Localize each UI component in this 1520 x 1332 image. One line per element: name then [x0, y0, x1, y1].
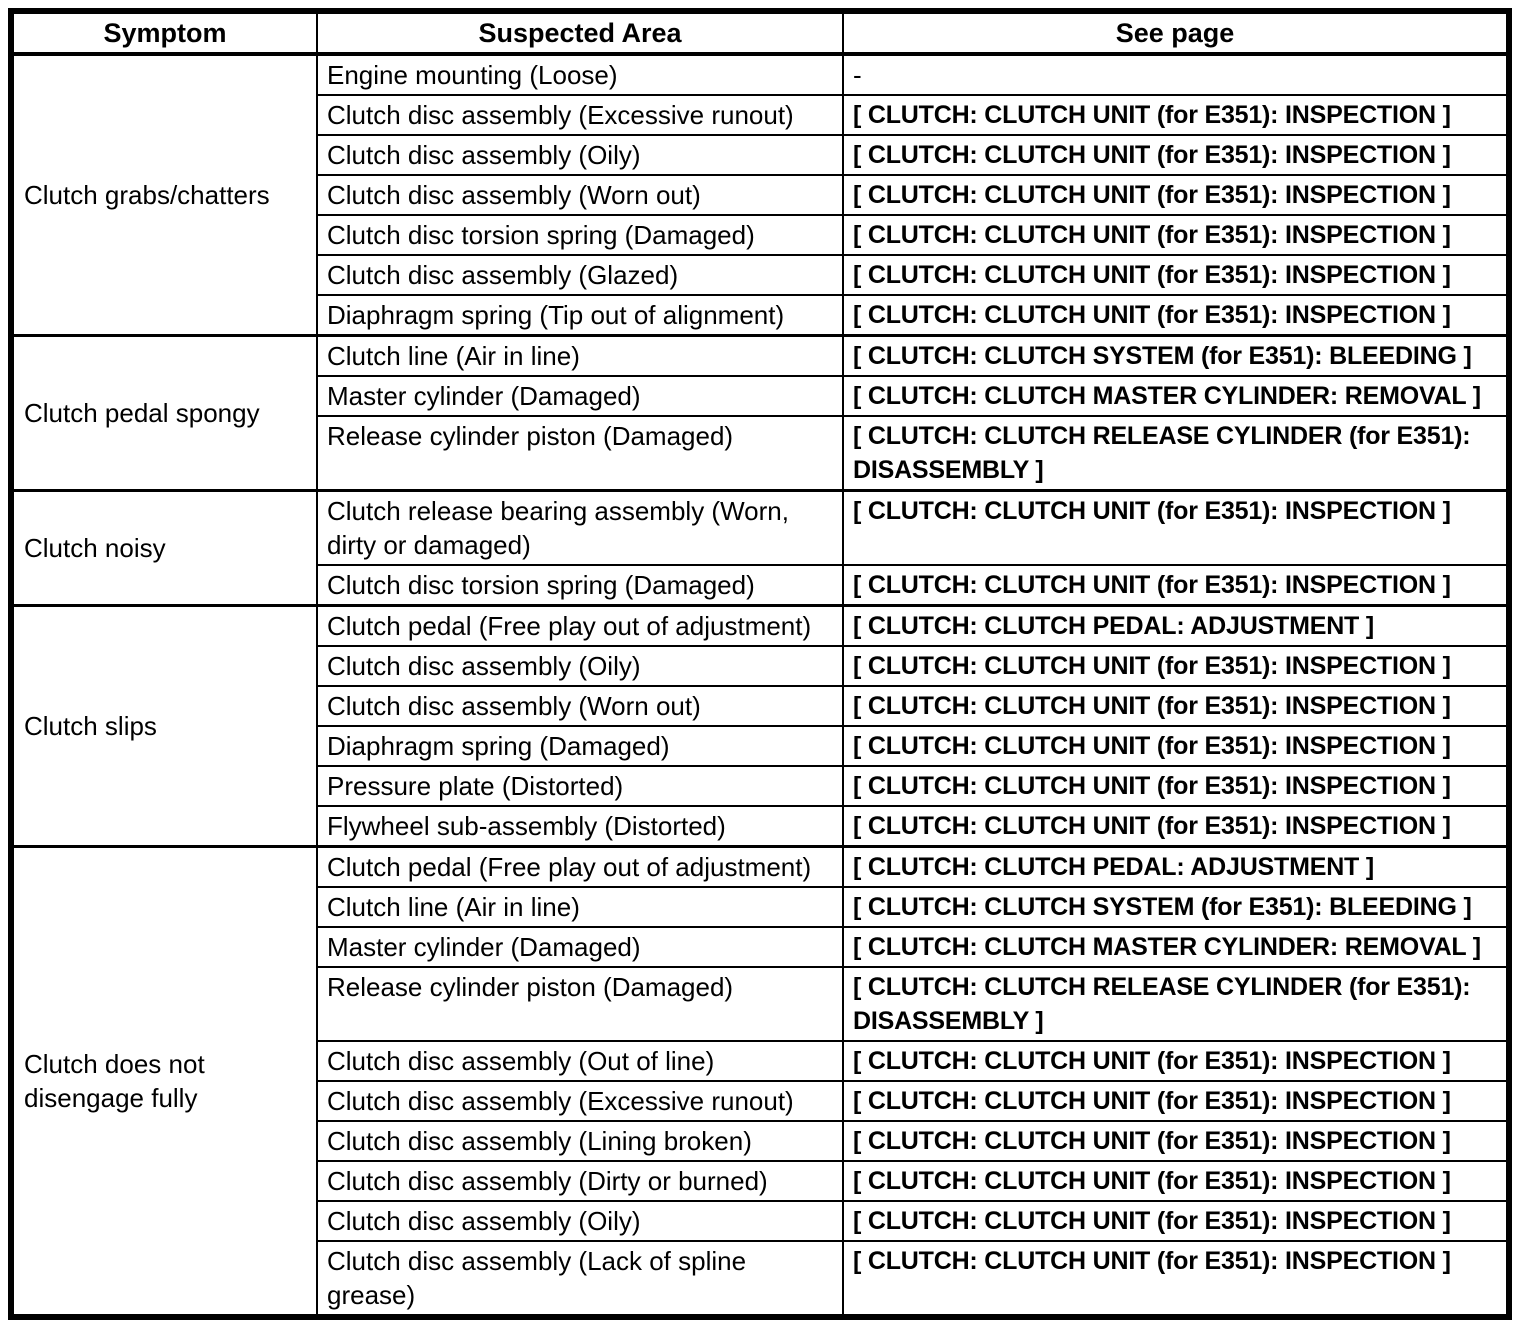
page-cell: [ CLUTCH: CLUTCH UNIT (for E351): INSPECTION ] [843, 1081, 1509, 1121]
area-cell: Clutch disc assembly (Oily) [317, 135, 843, 175]
area-cell: Clutch disc assembly (Dirty or burned) [317, 1161, 843, 1201]
header-see-page: See page [843, 11, 1509, 54]
header-symptom: Symptom [11, 11, 317, 54]
troubleshooting-table [8, 8, 1512, 1320]
area-cell: Clutch disc torsion spring (Damaged) [317, 565, 843, 606]
page-cell: [ CLUTCH: CLUTCH UNIT (for E351): INSPECTION ] [843, 646, 1509, 686]
area-cell: Clutch disc assembly (Out of line) [317, 1041, 843, 1081]
area-cell: Clutch disc assembly (Worn out) [317, 686, 843, 726]
page-cell: [ CLUTCH: CLUTCH RELEASE CYLINDER (for E351): DISASSEMBLY ] [843, 967, 1509, 1041]
page-cell: [ CLUTCH: CLUTCH UNIT (for E351): INSPECTION ] [843, 1121, 1509, 1161]
area-cell: Pressure plate (Distorted) [317, 766, 843, 806]
table-row [11, 491, 1509, 566]
symptom-cell: Clutch noisy [11, 491, 317, 606]
header-row [11, 11, 1509, 54]
page-cell: [ CLUTCH: CLUTCH UNIT (for E351): INSPECTION ] [843, 95, 1509, 135]
table-row [11, 336, 1509, 377]
page-cell: [ CLUTCH: CLUTCH UNIT (for E351): INSPECTION ] [843, 686, 1509, 726]
page-cell: [ CLUTCH: CLUTCH UNIT (for E351): INSPECTION ] [843, 295, 1509, 336]
page-cell: [ CLUTCH: CLUTCH UNIT (for E351): INSPECTION ] [843, 1201, 1509, 1241]
area-cell: Diaphragm spring (Tip out of alignment) [317, 295, 843, 336]
area-cell: Master cylinder (Damaged) [317, 376, 843, 416]
table-row [11, 847, 1509, 888]
symptom-cell: Clutch grabs/chatters [11, 54, 317, 336]
page-cell: [ CLUTCH: CLUTCH SYSTEM (for E351): BLEEDING ] [843, 887, 1509, 927]
area-cell: Engine mounting (Loose) [317, 54, 843, 95]
area-cell: Release cylinder piston (Damaged) [317, 416, 843, 491]
page-cell: [ CLUTCH: CLUTCH UNIT (for E351): INSPECTION ] [843, 175, 1509, 215]
area-cell: Clutch pedal (Free play out of adjustment) [317, 606, 843, 647]
area-cell: Flywheel sub-assembly (Distorted) [317, 806, 843, 847]
area-cell: Clutch disc assembly (Worn out) [317, 175, 843, 215]
area-cell: Clutch line (Air in line) [317, 887, 843, 927]
header-suspected-area: Suspected Area [317, 11, 843, 54]
page-cell: [ CLUTCH: CLUTCH UNIT (for E351): INSPECTION ] [843, 806, 1509, 847]
page-cell: [ CLUTCH: CLUTCH UNIT (for E351): INSPECTION ] [843, 726, 1509, 766]
table-row [11, 606, 1509, 647]
page-cell: [ CLUTCH: CLUTCH PEDAL: ADJUSTMENT ] [843, 847, 1509, 888]
area-cell: Clutch disc assembly (Glazed) [317, 255, 843, 295]
area-cell: Clutch disc torsion spring (Damaged) [317, 215, 843, 255]
page-cell: [ CLUTCH: CLUTCH SYSTEM (for E351): BLEEDING ] [843, 336, 1509, 377]
page-cell: [ CLUTCH: CLUTCH UNIT (for E351): INSPECTION ] [843, 491, 1509, 566]
symptom-cell: Clutch does not disengage fully [11, 847, 317, 1318]
area-cell: Clutch disc assembly (Excessive runout) [317, 1081, 843, 1121]
symptom-cell: Clutch slips [11, 606, 317, 847]
page-cell: - [843, 54, 1509, 95]
area-cell: Release cylinder piston (Damaged) [317, 967, 843, 1041]
area-cell: Clutch disc assembly (Oily) [317, 1201, 843, 1241]
symptom-cell: Clutch pedal spongy [11, 336, 317, 491]
page-cell: [ CLUTCH: CLUTCH UNIT (for E351): INSPECTION ] [843, 766, 1509, 806]
page-cell: [ CLUTCH: CLUTCH UNIT (for E351): INSPECTION ] [843, 1241, 1509, 1317]
page-cell: [ CLUTCH: CLUTCH UNIT (for E351): INSPECTION ] [843, 1161, 1509, 1201]
page-cell: [ CLUTCH: CLUTCH UNIT (for E351): INSPECTION ] [843, 565, 1509, 606]
page-cell: [ CLUTCH: CLUTCH RELEASE CYLINDER (for E351): DISASSEMBLY ] [843, 416, 1509, 491]
page-cell: [ CLUTCH: CLUTCH UNIT (for E351): INSPECTION ] [843, 135, 1509, 175]
page-cell: [ CLUTCH: CLUTCH UNIT (for E351): INSPECTION ] [843, 215, 1509, 255]
area-cell: Diaphragm spring (Damaged) [317, 726, 843, 766]
page-cell: [ CLUTCH: CLUTCH UNIT (for E351): INSPECTION ] [843, 255, 1509, 295]
area-cell: Clutch disc assembly (Lining broken) [317, 1121, 843, 1161]
area-cell: Clutch pedal (Free play out of adjustment) [317, 847, 843, 888]
area-cell: Master cylinder (Damaged) [317, 927, 843, 967]
page-cell: [ CLUTCH: CLUTCH UNIT (for E351): INSPECTION ] [843, 1041, 1509, 1081]
table-row [11, 54, 1509, 95]
page-cell: [ CLUTCH: CLUTCH PEDAL: ADJUSTMENT ] [843, 606, 1509, 647]
area-cell: Clutch disc assembly (Excessive runout) [317, 95, 843, 135]
area-cell: Clutch release bearing assembly (Worn, dirty or damaged) [317, 491, 843, 566]
area-cell: Clutch disc assembly (Oily) [317, 646, 843, 686]
page-cell: [ CLUTCH: CLUTCH MASTER CYLINDER: REMOVAL ] [843, 927, 1509, 967]
area-cell: Clutch disc assembly (Lack of spline grease) [317, 1241, 843, 1317]
area-cell: Clutch line (Air in line) [317, 336, 843, 377]
page-cell: [ CLUTCH: CLUTCH MASTER CYLINDER: REMOVAL ] [843, 376, 1509, 416]
